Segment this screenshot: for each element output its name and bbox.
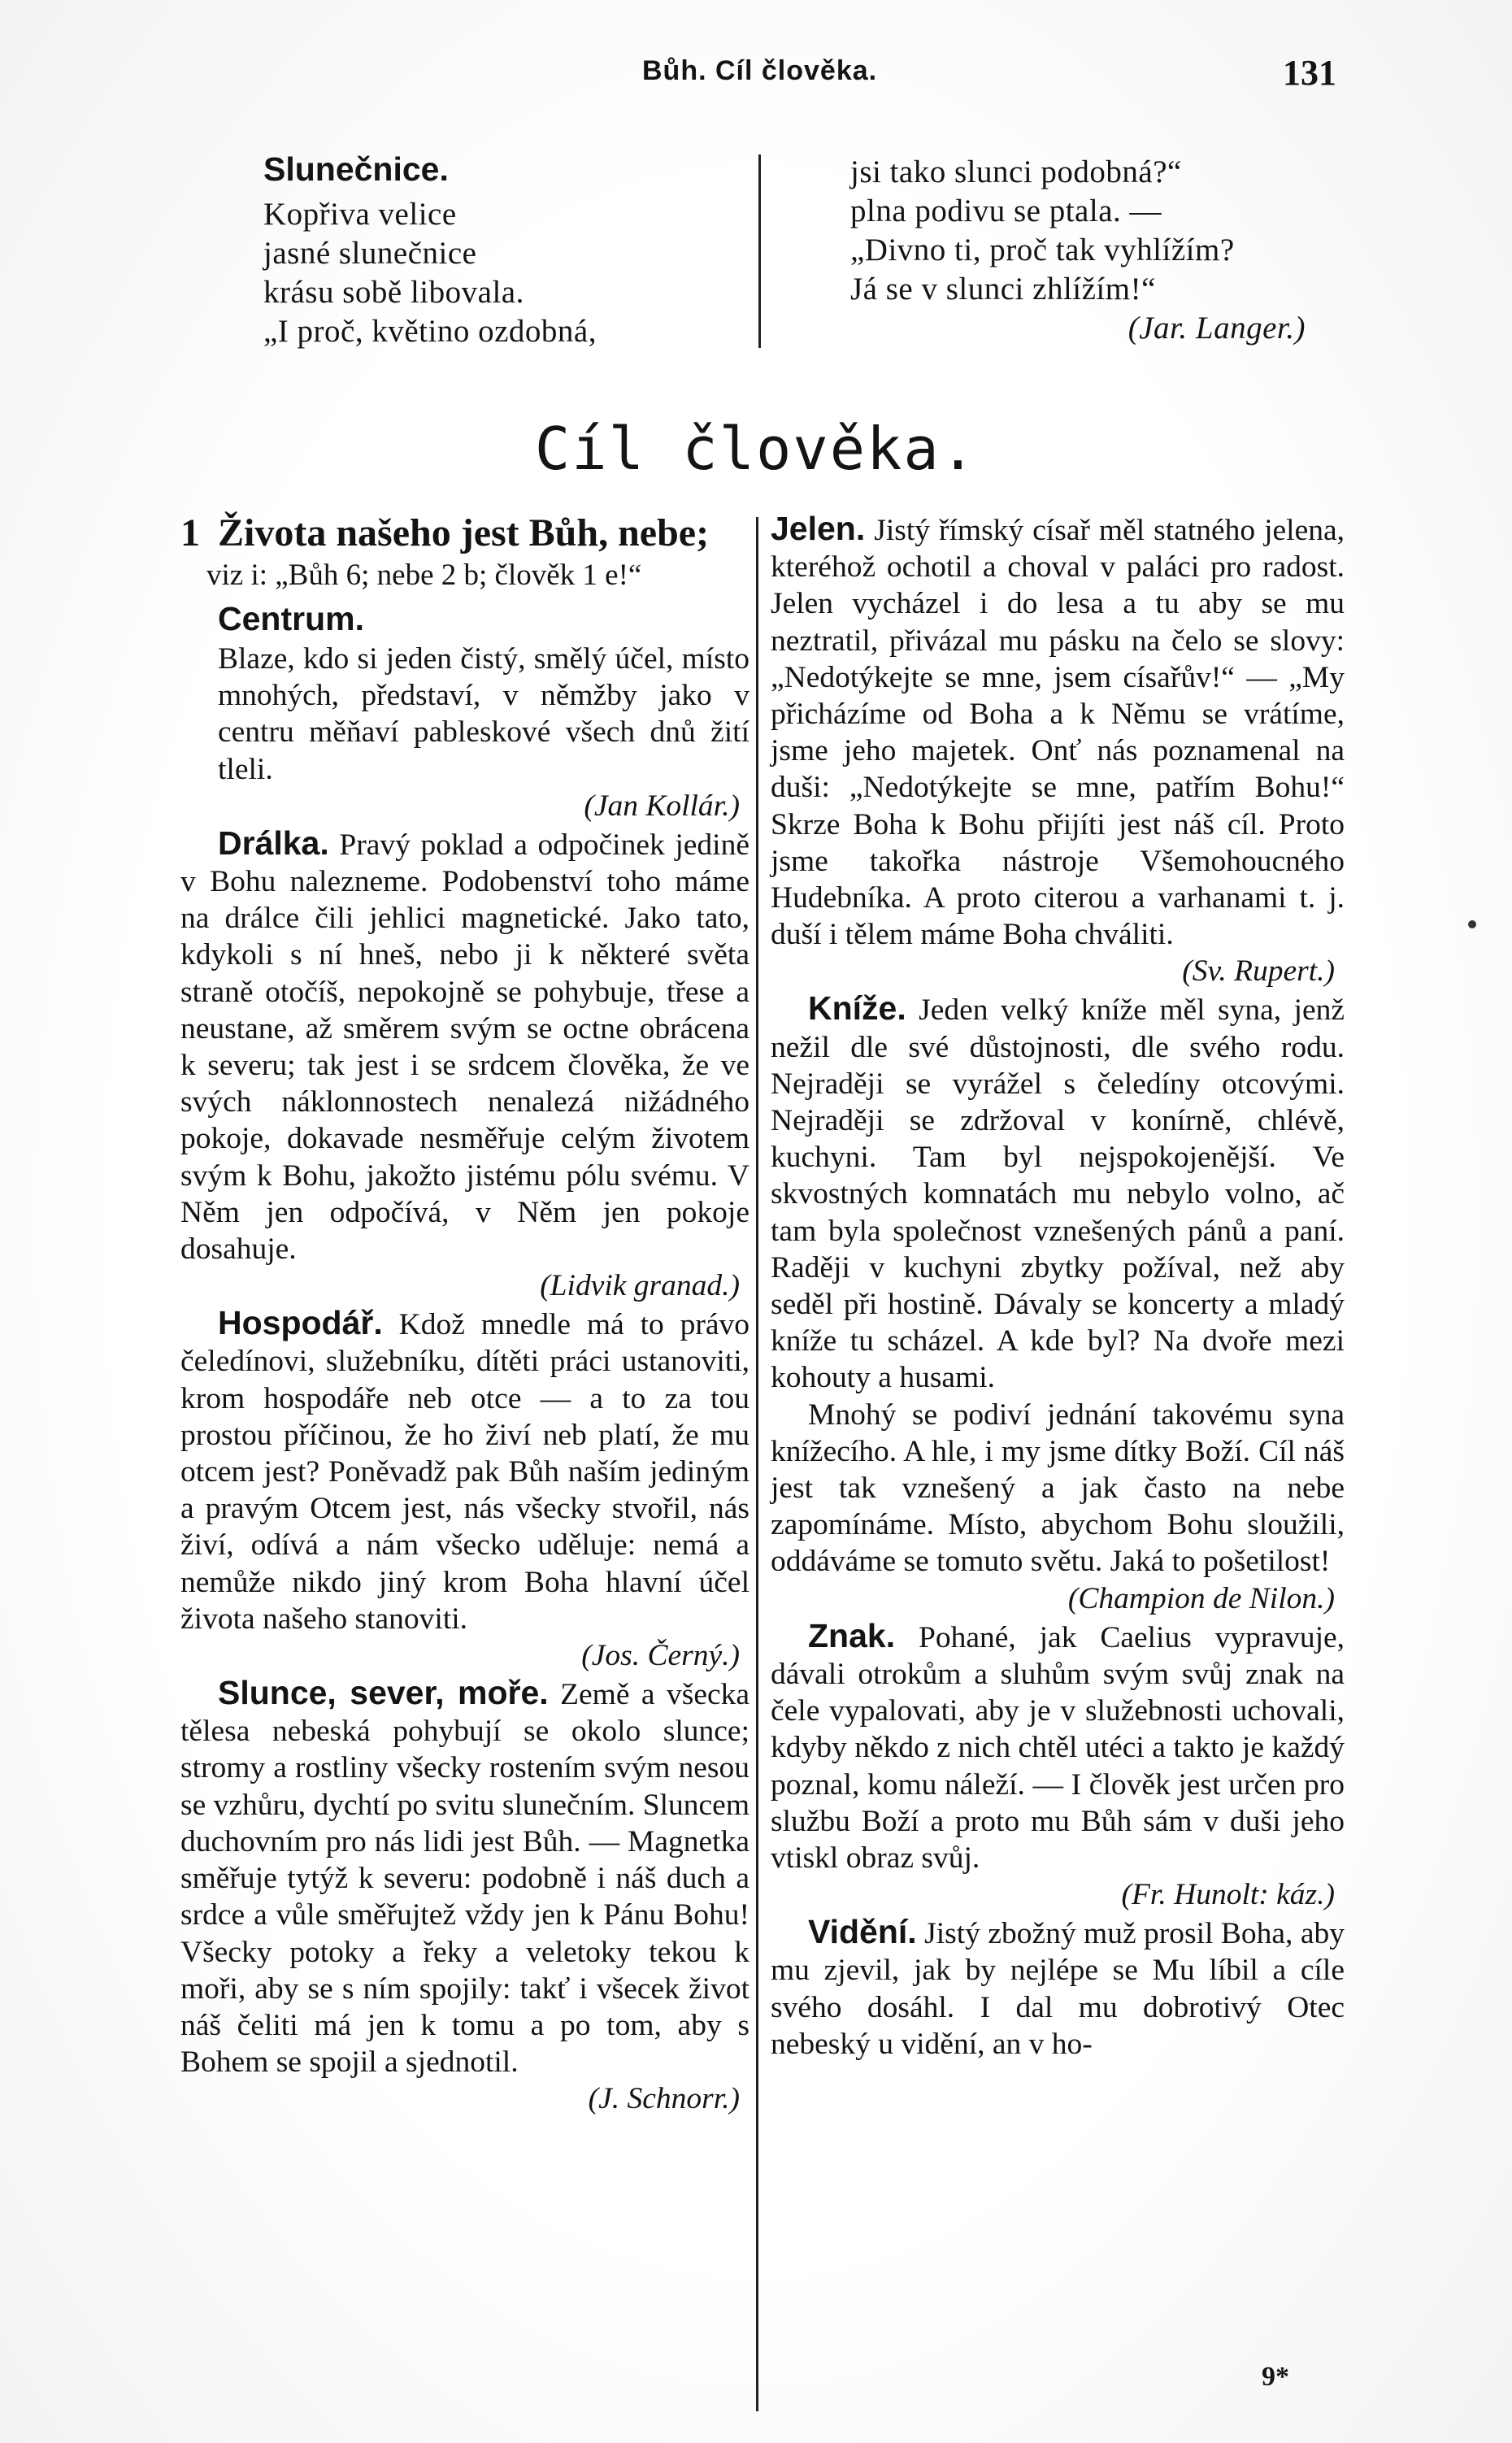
entry-slunce (180, 1675, 749, 2080)
section-number: 1 (180, 511, 200, 554)
entry-dralka (180, 825, 749, 1267)
jelen-attribution: (Sv. Rupert.) (1182, 954, 1335, 989)
poem-line: jsi tako slunci podobná?“ (850, 154, 1182, 189)
entry-text: Země a všecka tělesa nebeská pohybují se okolo slunce; stromy a rostliny všecky rostením svým nesou se vzhůru, dychtí po svitu slunečním. Sluncem duchovním pro nás lidi jest Bůh. — Magnetka směřuje tytýž k severu: podobně i náš duch a srdce a vůle směřujtež vždy jen k Pánu Bohu! Všecky potoky a řeky a veletoky tekou k moři, aby se s ním spojily: takť i všecek život náš čeliti má jen k tomu a po tom, aby s Bohem se spojil a sjednotil. (180, 1678, 750, 2080)
entry-keyword: Hospodář. (218, 1304, 383, 1342)
section-heading (180, 511, 749, 556)
entry-keyword: Jelen. (771, 510, 866, 547)
entry-keyword: Drálka. (218, 824, 329, 862)
entry-text: Jistý zbožný muž prosil Boha, aby mu zjevil, jak by nejlépe se Mu líbil a cíle svého dosáhl. I dal mu dobrotivý Otec nebeský u vidění, an v ho- (771, 1917, 1345, 2061)
entry-hospodar (180, 1305, 749, 1637)
entry-jelen (771, 511, 1345, 953)
running-header: Bůh. Cíl člověka. (642, 55, 878, 86)
centrum-text: Blaze, kdo si jeden čistý, smělý účel, místo mnohých, představí, v němžby jako v centru měňaví pableskové všech dnů žití tleli. (218, 642, 749, 786)
slunce-attribution: (J. Schnorr.) (588, 2082, 740, 2116)
entry-keyword: Vidění. (808, 1913, 917, 1951)
hospodar-attribution: (Jos. Černý.) (581, 1639, 740, 1673)
poem-left-column (263, 146, 735, 351)
entry-knize (771, 990, 1345, 1396)
right-column (771, 511, 1345, 2063)
entry-text: Jistý římský císař měl statného jelena, kteréhož ochotil a choval v paláci pro radost. Jelen vycházel i do lesa a tu aby se mu neztratil, přivázal mu pásku na čelo se slovy: „Nedotýkejte se mne, jsem císařův!“ — „My přicházíme od Boha a k Němu se vrátíme, jsme jeho majetek. Onť nás poznamenal na duši: „Nedotýkejte se mne, patřím Bohu!“ Skrze Boha k Bohu přijíti jest náš cíl. Proto jsme takořka nástroje Všemohoucného Hudebníka. A proto citerou a varhanami t. j. duší i tělem máme Boha chváliti. (771, 514, 1345, 952)
page-number: 131 (1283, 53, 1336, 93)
centrum-attribution: (Jan Kollár.) (584, 789, 740, 823)
section-heading-text: Života našeho jest Bůh, nebe; (218, 511, 710, 554)
poem-right-column (850, 153, 1338, 348)
entry-znak (771, 1618, 1345, 1876)
dralka-attribution: (Lidvik granad.) (540, 1269, 740, 1303)
entry-keyword: Znak. (808, 1616, 896, 1654)
entry-videni (771, 1914, 1345, 2063)
knize-attribution: (Champion de Nilon.) (1067, 1581, 1335, 1615)
poem-line: Kopřiva velice (263, 197, 457, 232)
znak-attribution: (Fr. Hunolt: káz.) (1121, 1878, 1335, 1912)
entry-keyword: Slunce, sever, moře. (218, 1674, 549, 1712)
entry-knize-continued: Mnohý se podiví jednání takovému syna knížecího. A hle, i my jsme dítky Boží. Cíl náš jest tak vznešený a jak často na nebe zapomínáme. Místo, abychom Bohu sloužili, oddáváme se tomuto světu. Jaká to pošetilost! (771, 1398, 1345, 1579)
entry-text: Pohané, jak Caelius vypravuje, dávali otrokům a sluhům svým svůj znak na čele vypalovati, aby je v služebnosti uchovali, kdyby někdo z nich chtěl utéci a takto je každý poznal, komu náleží. — I člověk jest určen pro službu Boží a proto mu Bůh sám v duši jeho vtiskl obraz svůj. (771, 1620, 1345, 1875)
left-column (180, 511, 749, 2118)
ink-spot (1468, 920, 1476, 928)
entry-text: Pravý poklad a odpočinek jedině v Bohu nalezneme. Podobenství toho máme na drálce čili jehlici magnetické. Jako tato, kdykoli s ní hneš, nebo ji k některé světa straně otočíš, nepokojně se pohybuje, třese a neustane, až směrem svým se octne obrácena k severu; tak jest i se srdcem člověka, že ve svých náklonnostech nenalezá nižádného pokoje, dokavade nesměřuje celým životem svým k Bohu, jakožto jistému pólu svému. V Něm jen odpočívá, v Něm jen pokoje dosahuje. (180, 828, 749, 1267)
poem-attribution: (Jar. Langer.) (1127, 311, 1306, 346)
poem-line: plna podivu se ptala. — (850, 193, 1162, 228)
poem-line: Já se v slunci zhlížím!“ (850, 272, 1156, 306)
centrum-heading: Centrum. (218, 600, 364, 637)
cross-reference: viz i: „Bůh 6; nebe 2 b; člověk 1 e!“ (206, 559, 642, 592)
signature-mark: 9* (1262, 2362, 1289, 2392)
poem-line: krásu sobě libovala. (263, 275, 524, 310)
poem-line: „I proč, květino ozdobná, (263, 314, 597, 349)
chapter-title: Cíl člověka. (534, 415, 978, 483)
column-divider (756, 517, 758, 2411)
entry-text: Kdož mnedle má to právo čeledínovi, služebníku, dítěti práci ustanoviti, krom hospodáře neb otce — a to za tou prostou příčinou, že ho živí neb platí, že mu otcem jest? Poněvadž pak Bůh naším jediným a pravým Otcem jest, nás všecky stvořil, nás živí, odívá a nám všecko uděluje: nemá a nemůže nikdo jiný krom Boha hlavní účel života našeho stanoviti. (180, 1308, 749, 1636)
entry-text: Jeden velký kníže měl syna, jenž nežil dle své důstojnosti, dle svého rodu. Nejraději se vyrážel s čeledíny otcovými. Nejraději se zdržoval v konírně, chlévě, kuchyni. Tam byl nejspokojenější. Ve skvostných komnatách mu nebylo volno, ač tam byla společnost vznešených pánů a paní. Raději v kuchyni zbytky požíval, než aby seděl při hostině. Dávaly se koncerty a mladý kníže tu scházel. A kde byl? Na dvoře mezi kohouty a husami. (771, 993, 1345, 1395)
entry-keyword: Kníže. (808, 989, 906, 1028)
poem-title: Slunečnice. (263, 150, 449, 188)
poem-line: jasné slunečnice (263, 236, 477, 271)
poem-divider (758, 154, 761, 348)
poem-line: „Divno ti, proč tak vyhlížím? (850, 233, 1235, 267)
